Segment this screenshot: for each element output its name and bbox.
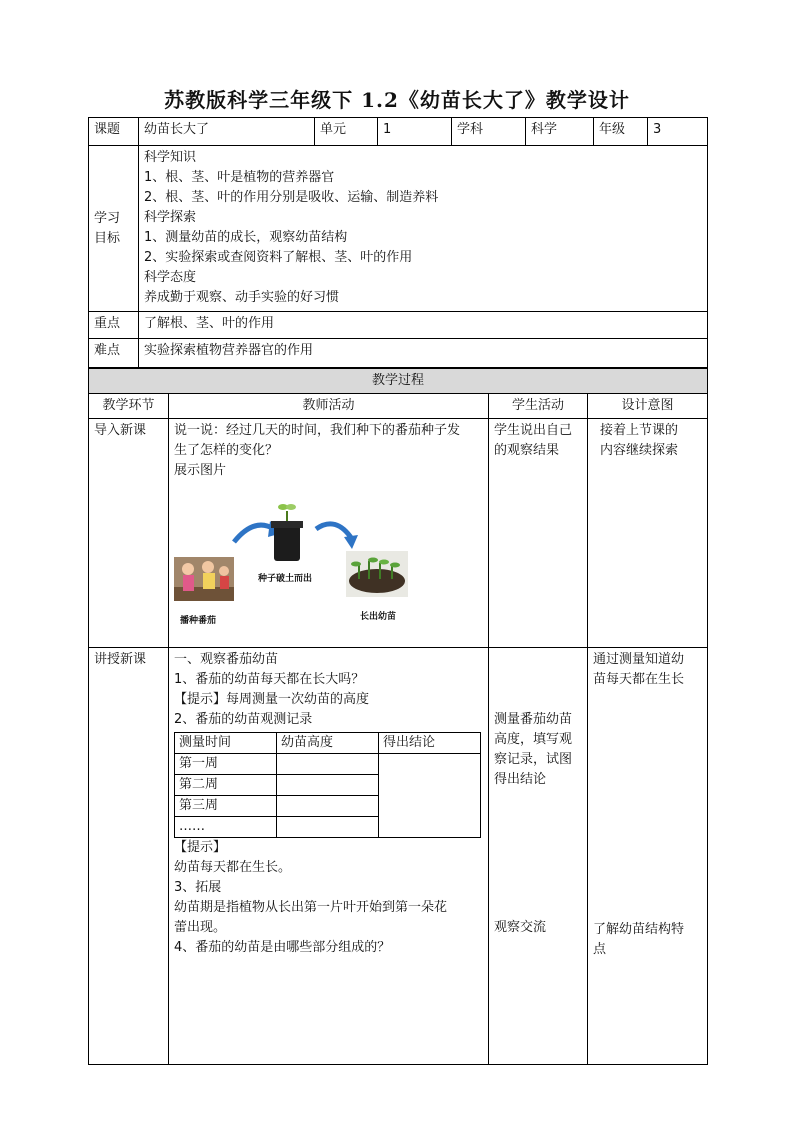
difficulty-label: 难点	[89, 339, 139, 368]
lecture-intent-line: 了解幼苗结构特	[593, 922, 685, 937]
goals-line: 1、根、茎、叶是植物的营养器官	[144, 170, 335, 185]
lecture-line: 【提示】	[174, 840, 227, 855]
lecture-teacher	[169, 648, 489, 1065]
lesson-info-table	[88, 117, 708, 368]
lecture-stage: 讲授新课	[89, 648, 169, 1065]
intro-teacher-line: 展示图片	[174, 463, 227, 478]
intro-intent	[588, 419, 708, 648]
page-title: 苏教版科学三年级下 1.2《幼苗长大了》教学设计	[164, 88, 630, 112]
goals-line: 2、根、茎、叶的作用分别是吸收、运输、制造养料	[144, 190, 439, 205]
difficulty-value: 实验探索植物营养器官的作用	[139, 339, 708, 368]
lecture-line: 3、拓展	[174, 880, 222, 895]
lecture-student	[489, 648, 588, 1065]
header-stage: 教学环节	[89, 394, 169, 419]
record-week: 第三周	[175, 796, 277, 817]
goals-line: 养成勤于观察、动手实验的好习惯	[144, 290, 340, 305]
discipline-value: 科学	[526, 118, 594, 146]
lecture-line: 1、番茄的幼苗每天都在长大吗？	[174, 672, 365, 687]
lecture-line: 4、番茄的幼苗是由哪些部分组成的？	[174, 940, 391, 955]
lecture-student-line: 测量番茄幼苗	[494, 712, 573, 727]
grade-label: 年级	[594, 118, 648, 146]
lecture-student-line: 察记录，试图	[494, 752, 573, 767]
lecture-line: 幼苗每天都在生长。	[174, 860, 292, 875]
record-height-cell	[277, 754, 379, 775]
pot-icon	[274, 525, 300, 561]
intro-student-line: 学生说出自己	[494, 423, 573, 438]
subject-label: 课题	[89, 118, 139, 146]
record-header: 幼苗高度	[277, 733, 379, 754]
lecture-intent	[588, 648, 708, 1065]
intro-student	[489, 419, 588, 648]
goals-line: 科学探索	[144, 210, 197, 225]
record-week: 第一周	[175, 754, 277, 775]
arrow-2-head-icon	[344, 535, 358, 549]
record-height-cell	[277, 817, 379, 838]
observation-record-table	[174, 732, 481, 838]
lecture-intent-line: 苗每天都在生长	[593, 672, 685, 687]
header-teacher: 教师活动	[169, 394, 489, 419]
lecture-intent-line: 点	[593, 942, 607, 957]
intro-intent-line: 接着上节课的	[600, 423, 679, 438]
key-point-label: 重点	[89, 312, 139, 339]
unit-value: 1	[378, 118, 452, 146]
intro-teacher-line: 说一说：经过几天的时间，我们种下的番茄种子发	[174, 423, 461, 438]
lecture-student-line: 高度，填写观	[494, 732, 573, 747]
caption-planting: 播种番茄	[180, 616, 217, 626]
record-conclusion-cell	[379, 754, 481, 838]
goals-line: 1、测量幼苗的成长，观察幼苗结构	[144, 230, 348, 245]
grade-value: 3	[648, 118, 708, 146]
lecture-intent-line: 通过测量知道幼	[593, 652, 685, 667]
caption-seedling: 长出幼苗	[360, 612, 397, 622]
intro-intent-line: 内容继续探索	[600, 443, 679, 458]
goals-label	[89, 146, 139, 312]
arrow-1-icon	[234, 525, 274, 542]
caption-sprout: 种子破土而出	[258, 574, 313, 584]
lecture-student-line: 得出结论	[494, 772, 547, 787]
key-point-value: 了解根、茎、叶的作用	[139, 312, 708, 339]
record-header: 测量时间	[175, 733, 277, 754]
subject-value: 幼苗长大了	[139, 118, 315, 146]
goals-content	[139, 146, 708, 312]
intro-teacher-line: 生了怎样的变化？	[174, 443, 279, 458]
plant-growth-illustration	[174, 487, 434, 637]
lecture-line: 一、观察番茄幼苗	[174, 652, 279, 667]
goals-line: 科学知识	[144, 150, 197, 165]
lecture-student-line: 观察交流	[494, 920, 547, 935]
intro-stage: 导入新课	[89, 419, 169, 648]
header-intent: 设计意图	[588, 394, 708, 419]
discipline-label: 学科	[452, 118, 526, 146]
goals-line: 2、实验探索或查阅资料了解根、茎、叶的作用	[144, 250, 413, 265]
lecture-line: 【提示】每周测量一次幼苗的高度	[174, 692, 370, 707]
record-week: ……	[175, 817, 277, 838]
goals-label-line1: 学习	[94, 210, 121, 226]
lecture-line: 蕾出现。	[174, 920, 227, 935]
record-height-cell	[277, 796, 379, 817]
record-header: 得出结论	[379, 733, 481, 754]
goals-line: 科学态度	[144, 270, 197, 285]
teaching-process-table	[88, 368, 708, 1065]
intro-student-line: 的观察结果	[494, 443, 560, 458]
lecture-line: 幼苗期是指植物从长出第一片叶开始到第一朵花	[174, 900, 448, 915]
header-student: 学生活动	[489, 394, 588, 419]
intro-teacher	[169, 419, 489, 648]
lecture-line: 2、番茄的幼苗观测记录	[174, 712, 313, 727]
unit-label: 单元	[315, 118, 378, 146]
record-week: 第二周	[175, 775, 277, 796]
process-heading: 教学过程	[89, 369, 708, 394]
record-height-cell	[277, 775, 379, 796]
goals-label-line2: 目标	[94, 230, 121, 246]
